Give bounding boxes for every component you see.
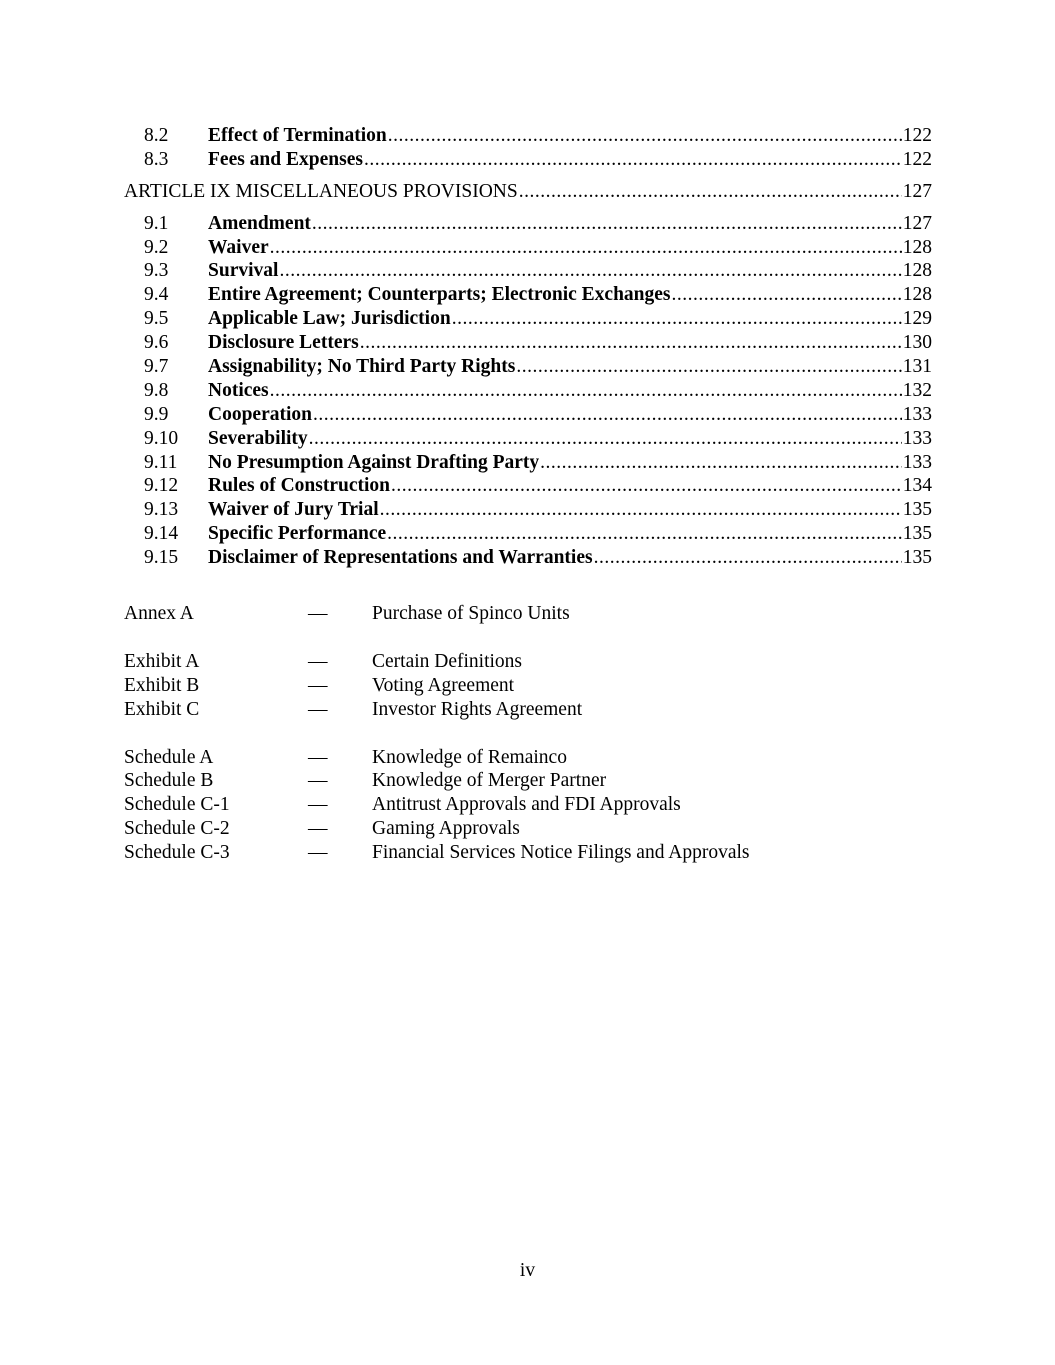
- toc-section-number: 9.13: [144, 499, 179, 521]
- toc-section-title: No Presumption Against Drafting Party: [208, 451, 540, 473]
- toc-section-number: 9.11: [144, 451, 178, 473]
- toc-page-number: 122: [902, 148, 932, 170]
- attachment-description: Knowledge of Remainco: [372, 746, 567, 768]
- dot-leader: [364, 148, 902, 172]
- toc-section-number: 9.15: [144, 547, 179, 569]
- toc-section-title: Notices: [208, 379, 269, 401]
- attachment-label: Exhibit B: [124, 674, 200, 696]
- toc-page-number: 135: [902, 547, 932, 569]
- attachment-row[interactable]: [124, 602, 932, 626]
- toc-section-number: 9.4: [144, 284, 169, 306]
- toc-section-title: Cooperation: [208, 403, 312, 425]
- toc-row[interactable]: [124, 427, 932, 451]
- toc-section-title: Amendment: [208, 212, 311, 234]
- attachment-description: Gaming Approvals: [372, 818, 520, 840]
- dot-leader: [672, 283, 902, 307]
- attachment-row[interactable]: [124, 674, 932, 698]
- attachment-description: Purchase of Spinco Units: [372, 603, 570, 624]
- attachment-group: [124, 650, 932, 722]
- toc-section-title: Disclosure Letters: [208, 332, 359, 354]
- attachment-dash: —: [308, 842, 328, 864]
- toc-section-title: Entire Agreement; Counterparts; Electronic Exchanges: [208, 284, 671, 306]
- attachment-description: Financial Services Notice Filings and Approvals: [372, 842, 750, 864]
- attachment-dash: —: [308, 770, 328, 792]
- dot-leader: [388, 124, 902, 148]
- attachment-dash: —: [308, 674, 328, 696]
- toc-section-title: Effect of Termination: [208, 125, 387, 146]
- dot-leader: [270, 236, 902, 260]
- toc-row[interactable]: [124, 451, 932, 475]
- attachment-label: Exhibit A: [124, 650, 200, 672]
- table-of-contents: [124, 124, 932, 570]
- toc-page-number: 132: [902, 379, 932, 401]
- attachment-dash: —: [308, 650, 328, 672]
- attachment-label: Annex A: [124, 603, 194, 624]
- attachment-label: Schedule C-3: [124, 842, 230, 864]
- attachment-label: Schedule C-2: [124, 818, 230, 840]
- dot-leader: [540, 451, 902, 475]
- attachment-group: [124, 746, 932, 865]
- toc-section-title: Fees and Expenses: [208, 148, 363, 170]
- toc-section-number: 8.2: [144, 125, 169, 146]
- attachment-row[interactable]: [124, 698, 932, 722]
- toc-section-number: 9.3: [144, 260, 169, 282]
- dot-leader: [452, 307, 902, 331]
- dot-leader: [380, 498, 902, 522]
- toc-row[interactable]: [124, 522, 932, 546]
- attachment-row[interactable]: [124, 650, 932, 674]
- toc-row[interactable]: [124, 283, 932, 307]
- dot-leader: [519, 180, 902, 204]
- attachment-description: Knowledge of Merger Partner: [372, 770, 607, 792]
- toc-section-title: Disclaimer of Representations and Warranties: [208, 547, 593, 569]
- toc-section-number: 9.12: [144, 475, 179, 497]
- toc-section-number: 9.1: [144, 212, 169, 234]
- attachment-dash: —: [308, 698, 328, 720]
- dot-leader: [279, 259, 901, 283]
- dot-leader: [391, 474, 902, 498]
- toc-row[interactable]: [124, 212, 932, 236]
- dot-leader: [516, 355, 901, 379]
- attachment-description: Voting Agreement: [372, 674, 515, 696]
- attachment-group: [124, 602, 932, 626]
- toc-section-number: 9.9: [144, 403, 169, 425]
- page-number-footer: iv: [519, 1260, 536, 1281]
- dot-leader: [270, 379, 902, 403]
- toc-section-number: 9.7: [144, 356, 169, 378]
- toc-row[interactable]: [124, 355, 932, 379]
- toc-row[interactable]: [124, 474, 932, 498]
- attachment-label: Schedule B: [124, 770, 214, 792]
- toc-section-number: 9.6: [144, 332, 169, 354]
- toc-page-number: 128: [902, 284, 932, 306]
- toc-page-number: 131: [902, 356, 932, 378]
- dot-leader: [387, 522, 902, 546]
- toc-section-title: Waiver of Jury Trial: [208, 499, 379, 521]
- toc-section-title: Survival: [208, 260, 279, 282]
- attachment-row[interactable]: [124, 817, 932, 841]
- attachment-description: Antitrust Approvals and FDI Approvals: [372, 794, 681, 816]
- toc-section-number: 9.10: [144, 427, 179, 449]
- attachment-label: Schedule C-1: [124, 794, 230, 816]
- dot-leader: [312, 212, 902, 236]
- toc-page-number: 134: [902, 475, 932, 497]
- toc-section-title: Applicable Law; Jurisdiction: [208, 308, 451, 330]
- toc-page-number: 135: [902, 523, 932, 545]
- attachments-list: [124, 602, 932, 889]
- toc-page-number: 122: [902, 125, 932, 146]
- dot-leader: [594, 546, 902, 570]
- toc-page-number: 127: [902, 212, 932, 234]
- toc-row[interactable]: [124, 379, 932, 403]
- attachment-dash: —: [308, 818, 328, 840]
- toc-section-title: Waiver: [208, 236, 269, 258]
- attachment-row[interactable]: [124, 769, 932, 793]
- toc-page-number: 128: [902, 236, 932, 258]
- attachment-dash: —: [308, 746, 328, 768]
- attachment-row[interactable]: [124, 841, 932, 865]
- toc-article-ix[interactable]: [124, 180, 932, 204]
- toc-page-number: 130: [902, 332, 932, 354]
- toc-article-title: ARTICLE IX MISCELLANEOUS PROVISIONS: [124, 180, 518, 202]
- attachment-row[interactable]: [124, 793, 932, 817]
- toc-page-number: 135: [902, 499, 932, 521]
- toc-page-number: 128: [902, 260, 932, 282]
- attachment-description: Investor Rights Agreement: [372, 698, 583, 720]
- toc-section-title: Rules of Construction: [208, 475, 391, 497]
- toc-section-title: Assignability; No Third Party Rights: [208, 356, 516, 378]
- attachment-dash: —: [308, 603, 328, 624]
- toc-page-number: 133: [902, 403, 932, 425]
- toc-page-number: 133: [902, 427, 932, 449]
- attachment-dash: —: [308, 794, 328, 816]
- attachment-label: Exhibit C: [124, 698, 200, 720]
- toc-section-list: [124, 212, 932, 570]
- toc-page-number: 129: [902, 308, 932, 330]
- attachment-row[interactable]: [124, 746, 932, 770]
- toc-row[interactable]: [124, 307, 932, 331]
- toc-section-title: Severability: [208, 427, 308, 449]
- toc-section-number: 9.2: [144, 236, 169, 258]
- toc-page-number: 133: [902, 451, 932, 473]
- toc-row[interactable]: [124, 546, 932, 570]
- toc-row[interactable]: [124, 236, 932, 260]
- toc-page-number: 127: [902, 180, 932, 202]
- toc-row[interactable]: [124, 403, 932, 427]
- toc-section-number: 9.5: [144, 308, 169, 330]
- toc-row[interactable]: [124, 498, 932, 522]
- dot-leader: [309, 427, 902, 451]
- dot-leader: [360, 331, 902, 355]
- toc-section-number: 8.3: [144, 148, 169, 170]
- toc-row[interactable]: [124, 331, 932, 355]
- attachment-label: Schedule A: [124, 746, 214, 768]
- dot-leader: [313, 403, 902, 427]
- toc-section-number: 9.14: [144, 523, 179, 545]
- toc-row-8-3[interactable]: [124, 148, 932, 172]
- toc-row-8-2[interactable]: [124, 124, 932, 148]
- toc-row[interactable]: [124, 259, 932, 283]
- attachment-description: Certain Definitions: [372, 650, 523, 672]
- toc-section-number: 9.8: [144, 379, 169, 401]
- toc-section-title: Specific Performance: [208, 523, 387, 545]
